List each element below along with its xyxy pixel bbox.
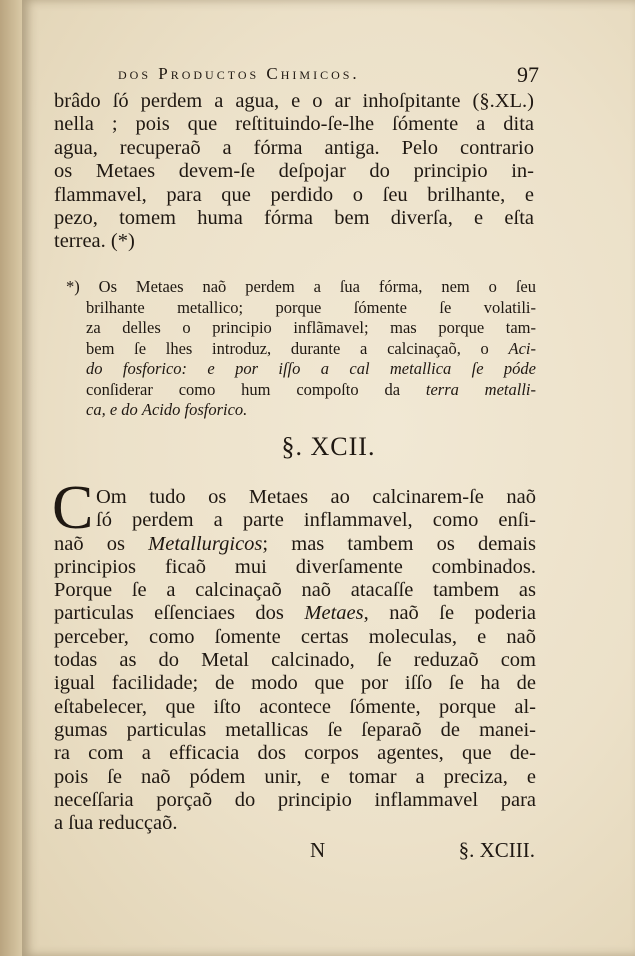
- section-line: naõ os Metallurgicos; mas tambem os demais: [54, 532, 537, 555]
- footnote-line: *) Os Metaes naõ perdem a ſua fórma, nem o ſeu: [66, 277, 536, 296]
- footnote-line: do fosforico: e por iſſo a cal metallica ſe póde: [86, 359, 537, 378]
- body-line: nella ; pois que reſtituindo-ſe-lhe ſómente a dita: [54, 113, 534, 136]
- section-paragraph: [54, 486, 536, 835]
- body-line: terrea. (*): [54, 230, 135, 253]
- section-italic: Metallurgicos: [148, 532, 263, 555]
- footnote-line: za delles o principio inflãmavel; mas porque tam-: [86, 318, 536, 337]
- next-section-catchword: §. XCIII.: [458, 838, 535, 862]
- footnote-line: brilhante metallico; porque ſómente ſe volatili-: [86, 297, 536, 317]
- page-number: 97: [517, 62, 539, 87]
- dropcap: C: [52, 474, 94, 542]
- footnote: [66, 277, 536, 421]
- footnote-line: conſiderar como hum compoſto da terra metalli-: [86, 379, 536, 399]
- body-line: os Metaes devem-ſe deſpojar do principio in-: [54, 160, 534, 183]
- book-page: [22, 0, 635, 956]
- section-line: ſó perdem a parte inflammavel, como enſi-: [96, 509, 536, 532]
- footnote-italic: do: [86, 359, 103, 378]
- section-line: particulas eſſenciaes dos Metaes, naõ ſe poderia: [54, 602, 536, 625]
- section-line: neceſſaria porçaõ do principio inflammavel para: [54, 788, 536, 811]
- footnote-italic: Acido fosforico.: [141, 400, 248, 419]
- section-line: perceber, como ſomente certas moleculas, e naõ: [54, 625, 536, 648]
- section-line: a ſua reducçaõ.: [54, 812, 178, 835]
- section-heading: §. XCII.: [281, 432, 376, 461]
- catchword: N: [310, 838, 326, 862]
- body-line: agua, recuperaõ a fórma antiga. Pelo contrario: [54, 136, 534, 159]
- section-line: gumas particulas metallicas ſe ſeparaõ de manei-: [54, 718, 536, 741]
- body-paragraph: [54, 90, 534, 254]
- footnote-italic: terra metalli-: [425, 379, 536, 399]
- previous-page-edge: [0, 0, 22, 956]
- body-line: pezo, tomem huma fórma bem diverſa, e eſta: [54, 207, 534, 230]
- section-line: ra com a efficacia dos corpos agentes, que de-: [54, 742, 536, 765]
- section-italic: Metaes: [304, 602, 364, 625]
- body-line: brâdo ſó perdem a agua, e o ar inhoſpitante (§.XL.): [54, 90, 534, 112]
- body-line: flammavel, para que perdido o ſeu brilhante, e: [54, 183, 534, 206]
- footnote-italic: Aci-: [508, 338, 536, 358]
- section-line: Om tudo os Metaes ao calcinarem-ſe naõ: [96, 486, 536, 508]
- section-line: eſtabelecer, que iſto acontece ſómente, porque al-: [54, 695, 536, 718]
- section-line: pois ſe naõ pódem unir, e tomar a preciza, e: [54, 765, 536, 788]
- running-head: dos Productos Chimicos.: [118, 64, 360, 83]
- section-line: igual facilidade; de modo que por iſſo ſe ha de: [54, 672, 536, 695]
- section-line: Porque ſe a calcinaçaõ naõ atacaſſe tambem as: [54, 579, 536, 602]
- section-line: principios ficaõ mui diverſamente combinados.: [54, 555, 536, 578]
- footnote-line: bem ſe lhes introduz, durante a calcinaçaõ, o Aci-: [86, 338, 536, 358]
- section-line: todas as do Metal calcinado, ſe reduzaõ com: [54, 649, 536, 672]
- footnote-line: ca, e do Acido fosforico.: [86, 400, 248, 419]
